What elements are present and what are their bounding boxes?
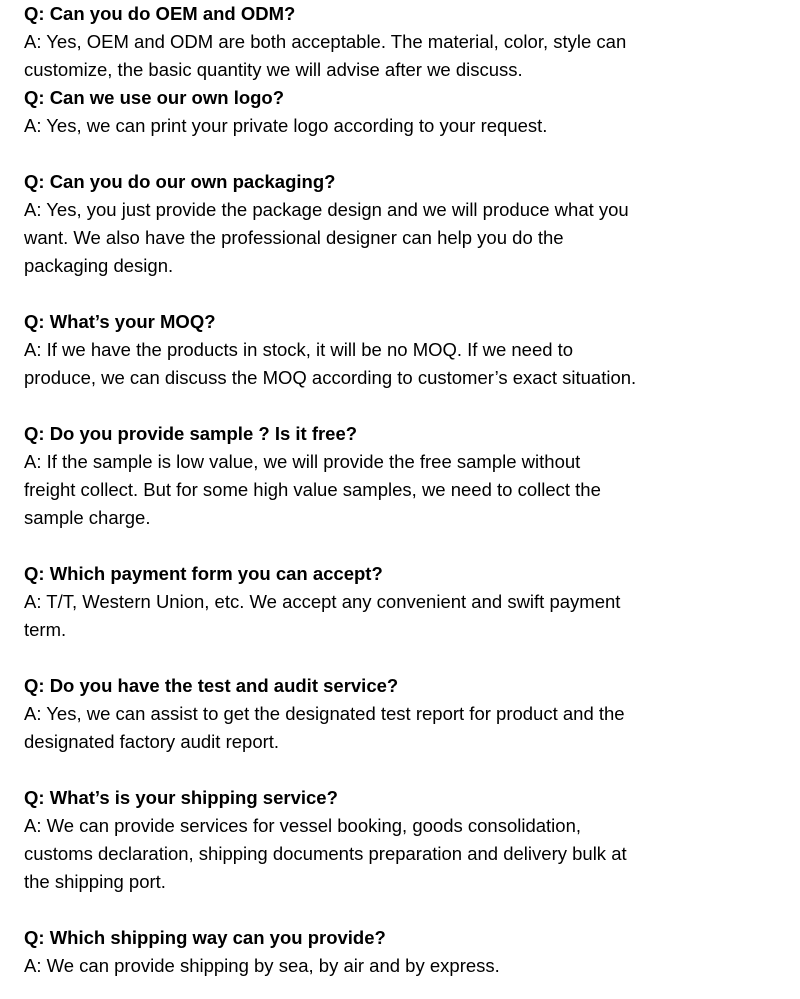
faq-answer: [24, 952, 794, 980]
faq-answer: [24, 28, 794, 84]
faq-answer: [24, 336, 794, 392]
faq-spacer: [24, 532, 794, 560]
faq-answer-line: produce, we can discuss the MOQ according to customer’s exact situation.: [24, 367, 637, 388]
faq-item-logo: [24, 84, 794, 140]
faq-answer-line: A: Yes, you just provide the package design and we will produce what you: [24, 199, 629, 220]
faq-spacer: [24, 280, 794, 308]
faq-answer-line: A: If we have the products in stock, it will be no MOQ. If we need to: [24, 339, 574, 360]
faq-answer-line: packaging design.: [24, 255, 174, 276]
faq-item-sample: [24, 420, 794, 532]
faq-question: Q: What’s your MOQ?: [24, 311, 216, 332]
faq-answer: [24, 588, 794, 644]
faq-item-packaging: [24, 168, 794, 280]
faq-answer-line: term.: [24, 619, 67, 640]
faq-list: [24, 0, 794, 980]
faq-answer-line: customize, the basic quantity we will advise after we discuss.: [24, 59, 523, 80]
faq-answer-line: A: We can provide shipping by sea, by air and by express.: [24, 955, 500, 976]
faq-item-shipping-service: [24, 784, 794, 896]
faq-answer: [24, 700, 794, 756]
faq-answer: [24, 812, 794, 896]
faq-answer-line: designated factory audit report.: [24, 731, 280, 752]
faq-answer-line: A: Yes, we can print your private logo according to your request.: [24, 115, 548, 136]
faq-item-shipping-way: [24, 924, 794, 980]
faq-spacer: [24, 644, 794, 672]
faq-question: Q: What’s is your shipping service?: [24, 787, 338, 808]
faq-answer: [24, 448, 794, 532]
faq-question: Q: Do you provide sample ? Is it free?: [24, 423, 358, 444]
faq-question: Q: Can you do our own packaging?: [24, 171, 336, 192]
faq-spacer: [24, 756, 794, 784]
faq-answer-line: customs declaration, shipping documents preparation and delivery bulk at: [24, 843, 627, 864]
faq-question: Q: Which shipping way can you provide?: [24, 927, 386, 948]
faq-answer-line: want. We also have the professional designer can help you do the: [24, 227, 564, 248]
faq-answer: [24, 112, 794, 140]
faq-spacer: [24, 896, 794, 924]
faq-answer-line: A: We can provide services for vessel booking, goods consolidation,: [24, 815, 582, 836]
faq-question: Q: Do you have the test and audit service?: [24, 675, 399, 696]
faq-question: Q: Which payment form you can accept?: [24, 563, 383, 584]
faq-question: Q: Can you do OEM and ODM?: [24, 3, 296, 24]
faq-answer: [24, 196, 794, 280]
faq-answer-line: A: Yes, OEM and ODM are both acceptable. The material, color, style can: [24, 31, 627, 52]
faq-answer-line: freight collect. But for some high value samples, we need to collect the: [24, 479, 601, 500]
faq-item-test-audit: [24, 672, 794, 756]
faq-answer-line: the shipping port.: [24, 871, 166, 892]
faq-answer-line: sample charge.: [24, 507, 151, 528]
faq-answer-line: A: Yes, we can assist to get the designated test report for product and the: [24, 703, 625, 724]
faq-item-moq: [24, 308, 794, 392]
faq-spacer: [24, 392, 794, 420]
faq-item-oem-odm: [24, 0, 794, 84]
faq-answer-line: A: T/T, Western Union, etc. We accept any convenient and swift payment: [24, 591, 621, 612]
faq-answer-line: A: If the sample is low value, we will provide the free sample without: [24, 451, 581, 472]
faq-item-payment: [24, 560, 794, 644]
faq-spacer: [24, 140, 794, 168]
faq-question: Q: Can we use our own logo?: [24, 87, 285, 108]
